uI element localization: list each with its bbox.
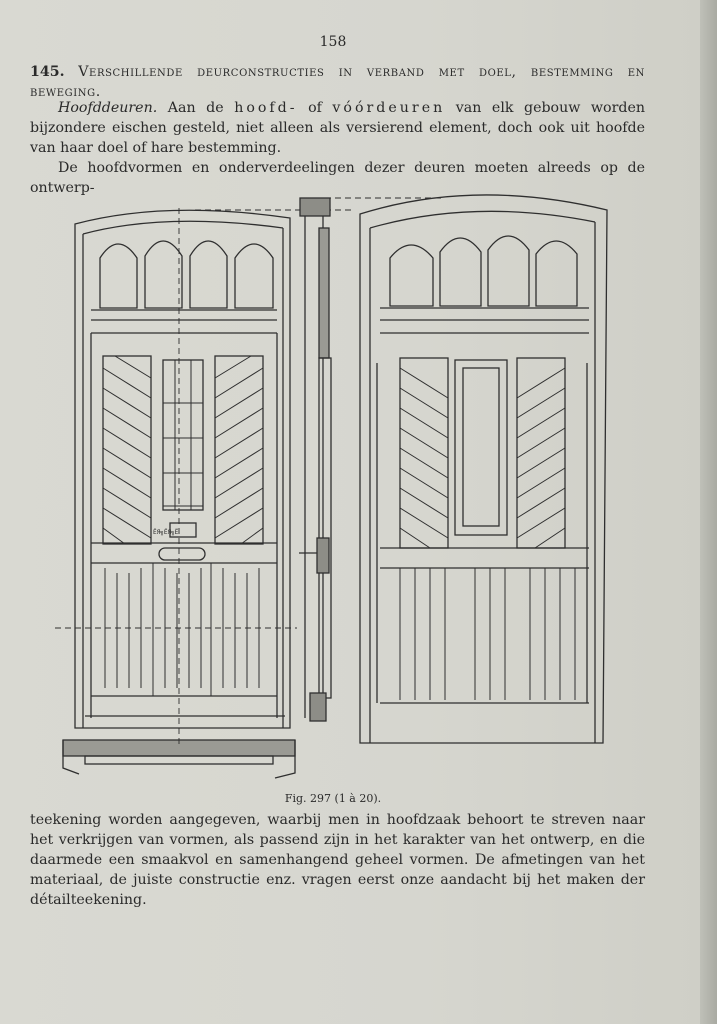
page-number: 158 (319, 34, 347, 50)
section-heading (30, 62, 645, 102)
letterbox-plate: ЁЯ╗ЁЯ╗Ё (153, 529, 179, 536)
left-door-diagonals (103, 356, 263, 544)
left-door-elevation (75, 210, 290, 728)
door-cross-section (299, 198, 331, 721)
left-door-plan-section (63, 740, 295, 778)
term-hoofddeuren: Hoofddeuren. (58, 100, 158, 116)
right-door-diagonals (400, 368, 575, 700)
left-door-lower-bars (105, 563, 259, 696)
section-title: Verschillende deurconstructies in verband met doel, bestemming en beweging. (30, 64, 645, 100)
paragraph-detail-drawing: teekening worden aangegeven, waarbij men in hoofdzaak behoort te streven naar het verkrijgen van vormen, als passend zijn in het karakter van het ontwerp, en die daarmede een smaakvol en samenhangend geheel vormen. De afmetingen van het materiaal, de juiste constructie enz. vragen eerst onze aandacht bij het maken der détailteekening. (30, 812, 645, 908)
reference-lines (55, 198, 445, 748)
paragraph-main-doors: Hoofddeuren. Aan de hoofd- of vóórdeuren van elk gebouw worden bijzondere eischen gesteld, niet alleen als versierend element, doch ook uit hoofde van haar doel of hare bestemming. De hoofdvormen en onderverdeelingen dezer deuren moeten alreeds op de ontwerp- (30, 100, 645, 196)
section-number: 145. (30, 64, 65, 80)
door-drawing-figure (55, 188, 625, 788)
paragraph-main-forms: De hoofdvormen en onderverdeelingen dezer deuren moeten alreeds op de ontwerp- (30, 160, 645, 196)
figure-caption: Fig. 297 (1 à 20). (284, 792, 382, 805)
right-door-elevation (360, 195, 607, 743)
book-gutter (700, 0, 717, 1024)
